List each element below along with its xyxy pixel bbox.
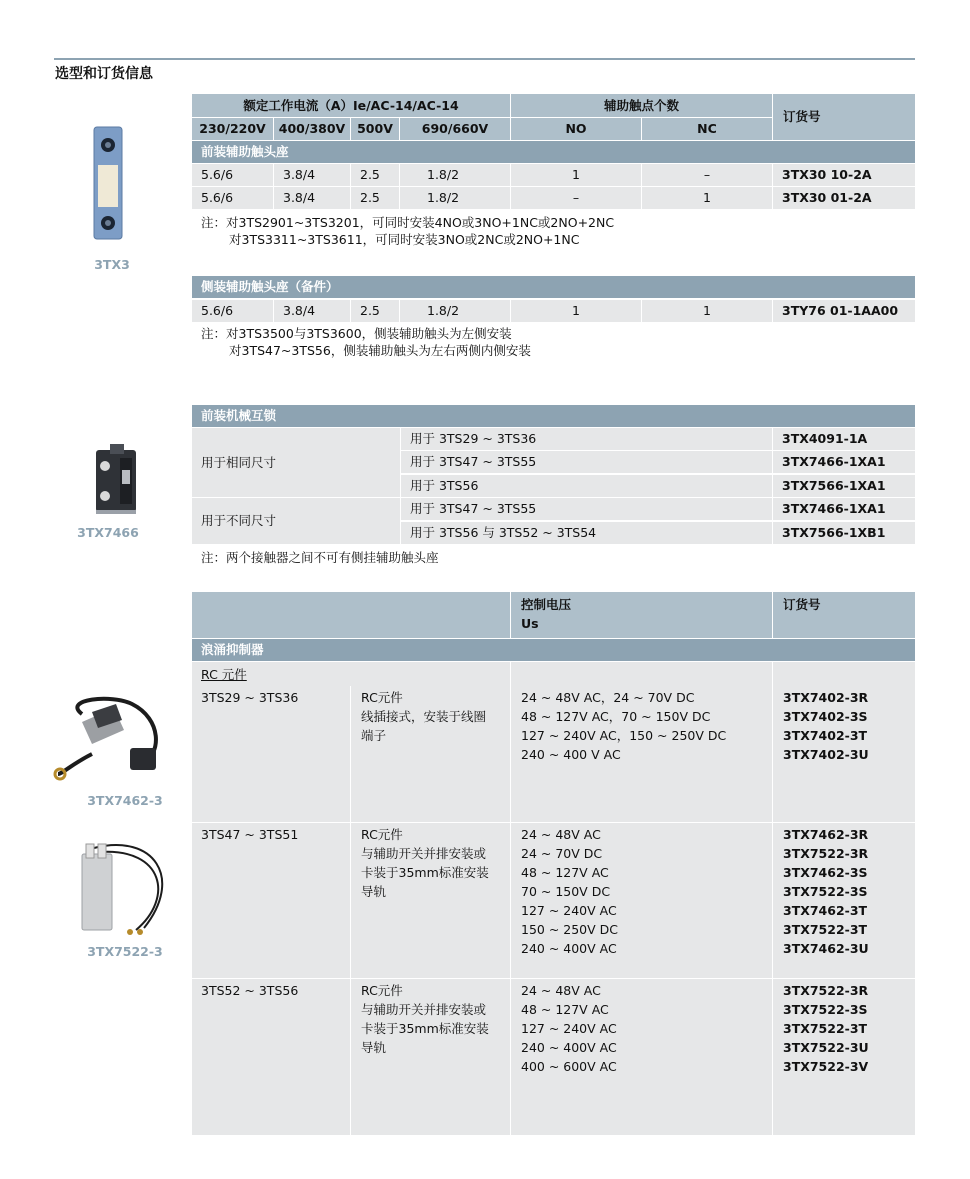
g2-voltage: 24 ~ 48V AC [521,827,601,842]
g3-order: 3TX7522-3T [783,1021,868,1036]
interlock-row5-order: 3TX7566-1XB1 [773,522,915,544]
image-caption-3tx7462-3: 3TX7462-3 [87,793,163,808]
interlock-row2-order: 3TX7466-1XA1 [773,451,915,473]
g2-voltage: 150 ~ 250V DC [521,922,619,937]
header-order-number: 订货号 [773,94,915,140]
col-divider-2 [510,662,511,1135]
g3-voltage: 240 ~ 400V AC [521,1040,617,1055]
interlock-note: 注：两个接触器之间不可有侧挂辅助触头座 [201,550,439,565]
group-divider-2 [192,978,915,979]
g1-voltages [521,688,726,764]
note1-line1: 注：对3TS2901~3TS3201，可同时安装4NO或3NO+1NC或2NO+2NC [201,215,615,230]
header-nc: NC [642,118,772,140]
g3-order: 3TX7522-3R [783,983,869,998]
side-v500: 2.5 [351,300,399,322]
g1-range: 3TS29 ~ 3TS36 [201,690,299,705]
g1-desc-line: 线插接式，安装于线圈 [361,709,487,724]
row1-v230: 5.6/6 [192,164,273,186]
row2-order: 3TX30 01-2A [773,187,915,209]
note2-line1: 注：对3TS3500与3TS3600，侧装辅助触头为左侧安装 [201,326,512,341]
header-voltage-230: 230/220V [192,118,273,140]
g3-order: 3TX7522-3S [783,1002,868,1017]
g2-voltage: 127 ~ 240V AC [521,903,617,918]
g2-order: 3TX7462-3R [783,827,869,842]
interlock-row1-desc: 用于 3TS29 ~ 3TS36 [401,428,772,450]
rc-element-3tx7522-image [74,838,178,938]
row1-v500: 2.5 [351,164,399,186]
g2-desc [361,825,489,901]
g2-voltage: 70 ~ 150V DC [521,884,611,899]
g3-desc-line: 与辅助开关并排安装或 [361,1002,487,1017]
header-aux-contacts: 辅助触点个数 [511,94,772,117]
g2-voltages [521,825,618,958]
g2-voltage: 48 ~ 127V AC [521,865,609,880]
g2-order: 3TX7522-3R [783,846,869,861]
header-control-voltage-l2: Us [521,616,539,631]
rc-element-3tx7462-image [52,694,172,786]
g2-order: 3TX7462-3T [783,903,868,918]
image-caption-3tx3: 3TX3 [94,257,130,272]
g3-voltage: 127 ~ 240V AC [521,1021,617,1036]
g3-desc-line: 导轨 [361,1040,387,1055]
g2-order: 3TX7462-3U [783,941,869,956]
g2-voltage: 24 ~ 70V DC [521,846,603,861]
g1-order: 3TX7402-3T [783,728,868,743]
g2-order: 3TX7522-3S [783,884,868,899]
g3-voltage: 48 ~ 127V AC [521,1002,609,1017]
g3-desc [361,981,489,1057]
side-v230: 5.6/6 [192,300,273,322]
g1-desc [361,688,486,745]
image-caption-3tx7522-3: 3TX7522-3 [87,944,163,959]
header-order-number-2: 订货号 [773,592,915,638]
row2-v500: 2.5 [351,187,399,209]
image-caption-3tx7466: 3TX7466 [77,525,139,540]
g2-desc-line: 导轨 [361,884,387,899]
header-voltage-500: 500V [351,118,399,140]
mechanical-interlock-image [88,440,142,518]
col-divider-3 [772,662,773,1135]
g3-voltages [521,981,617,1076]
interlock-row5-desc: 用于 3TS56 与 3TS52 ~ 3TS54 [401,522,772,544]
header-blank [192,592,510,638]
g3-order: 3TX7522-3U [783,1040,869,1055]
g3-desc-line: RC元件 [361,983,403,998]
g1-voltage: 127 ~ 240V AC，150 ~ 250V DC [521,728,727,743]
interlock-row3-desc: 用于 3TS56 [401,475,772,497]
row2-v400: 3.8/4 [274,187,350,209]
header-control-voltage-l1: 控制电压 [521,597,572,612]
g1-voltage: 48 ~ 127V AC，70 ~ 150V DC [521,709,711,724]
header-control-voltage [511,592,772,638]
row2-no: – [511,187,641,209]
header-no: NO [511,118,641,140]
g1-order: 3TX7402-3R [783,690,869,705]
group-divider-1 [192,822,915,823]
side-v690: 1.8/2 [400,300,510,322]
section-interlock: 前装机械互锁 [192,405,915,427]
g2-order: 3TX7522-3T [783,922,868,937]
g2-range: 3TS47 ~ 3TS51 [201,827,299,842]
note1-line2: 对3TS3311~3TS3611，可同时安装3NO或2NC或2NO+1NC [229,232,580,247]
g2-order: 3TX7462-3S [783,865,868,880]
g1-voltage: 240 ~ 400 V AC [521,747,621,762]
interlock-row3-order: 3TX7566-1XA1 [773,475,915,497]
g2-desc-line: 与辅助开关并排安装或 [361,846,487,861]
page-title: 选型和订货信息 [55,66,153,82]
row2-v230: 5.6/6 [192,187,273,209]
section-surge: 浪涌抑制器 [192,639,915,661]
g3-desc-line: 卡装于35mm标准安装 [361,1021,489,1036]
g1-order: 3TX7402-3S [783,709,868,724]
g1-order: 3TX7402-3U [783,747,869,762]
row1-no: 1 [511,164,641,186]
g2-orders [783,825,869,958]
row1-v690: 1.8/2 [400,164,510,186]
aux-contact-block-image [90,125,126,243]
interlock-row4-order: 3TX7466-1XA1 [773,498,915,520]
g1-voltage: 24 ~ 48V AC，24 ~ 70V DC [521,690,695,705]
header-voltage-690: 690/660V [400,118,510,140]
section-side-aux: 侧装辅助触头座（备件） [192,276,915,298]
side-v400: 3.8/4 [274,300,350,322]
g3-order: 3TX7522-3V [783,1059,869,1074]
row1-order: 3TX30 10-2A [773,164,915,186]
g3-orders [783,981,869,1076]
g2-desc-line: 卡装于35mm标准安装 [361,865,489,880]
g3-range: 3TS52 ~ 3TS56 [201,983,299,998]
g2-voltage: 240 ~ 400V AC [521,941,617,956]
g3-voltage: 24 ~ 48V AC [521,983,601,998]
side-no: 1 [511,300,641,322]
note2-line2: 对3TS47~3TS56，侧装辅助触头为左右两侧内侧安装 [229,343,531,358]
interlock-row1-order: 3TX4091-1A [773,428,915,450]
side-order: 3TY76 01-1AA00 [773,300,915,322]
g2-desc-line: RC元件 [361,827,403,842]
section-front-aux: 前装辅助触头座 [192,141,915,163]
header-voltage-400: 400/380V [274,118,350,140]
rc-subheading: RC 元件 [201,667,247,682]
header-rated-current: 额定工作电流（A）Ie/AC-14/AC-14 [192,94,510,117]
g1-orders [783,688,869,764]
side-nc: 1 [642,300,772,322]
group-different-size: 用于不同尺寸 [192,498,400,544]
interlock-row4-desc: 用于 3TS47 ~ 3TS55 [401,498,772,520]
g1-desc-line: 端子 [361,728,387,743]
group-same-size: 用于相同尺寸 [192,428,400,497]
col-divider-1 [350,686,351,1135]
row2-nc: 1 [642,187,772,209]
interlock-row2-desc: 用于 3TS47 ~ 3TS55 [401,451,772,473]
top-rule [54,58,915,60]
row2-v690: 1.8/2 [400,187,510,209]
row1-v400: 3.8/4 [274,164,350,186]
row1-nc: – [642,164,772,186]
g1-desc-line: RC元件 [361,690,403,705]
g3-voltage: 400 ~ 600V AC [521,1059,617,1074]
